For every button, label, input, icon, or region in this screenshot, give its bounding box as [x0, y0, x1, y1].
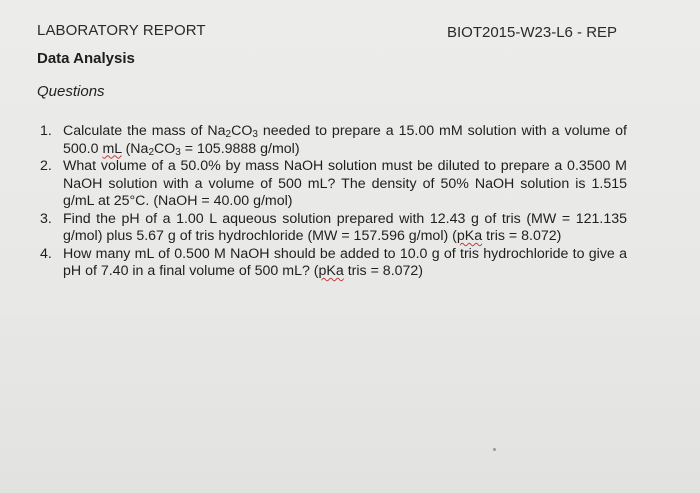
question-number: 3.: [40, 210, 52, 227]
spellcheck-mark: pKa: [456, 228, 483, 244]
subsection-title: Questions: [37, 83, 105, 100]
question-number: 4.: [40, 245, 52, 262]
question-text: How many mL of 0.500 M NaOH should be added to 10.0 g of tris hydrochloride to give a pH of 7.40 in a final volume of 500 mL? (pKa tris = 8.072): [63, 245, 627, 279]
course-code-header: BIOT2015-W23-L6 - REP: [447, 24, 618, 41]
question-text: Calculate the mass of $Na_2CO_3$ needed to prepare a 15.00 mM solution with a volume of 500.0 mL ($Na_2CO_3 = 105.9888$ g/mol): [63, 123, 627, 158]
questions-list: [37, 123, 627, 281]
question-item-4: [37, 246, 627, 281]
report-header-title: LABORATORY REPORT: [37, 22, 206, 39]
question-item-2: [37, 158, 627, 211]
question-item-3: [37, 211, 627, 246]
question-item-1: [37, 123, 627, 158]
spellcheck-mark: pKa: [318, 263, 344, 279]
section-title: Data Analysis: [37, 50, 135, 67]
question-number: 1.: [40, 123, 52, 139]
question-text: Find the pH of a 1.00 L aqueous solution prepared with 12.43 g of tris (MW = 121.135 g/mol) plus 5.67 g of tris hydrochloride (MW = 157.596 g/mol) (pKa tris = 8.072): [63, 210, 627, 244]
question-text: What volume of a 50.0% by mass NaOH solution must be diluted to prepare a 0.3500 M NaOH solution with a volume of 500 mL? The density of 50% NaOH solution is 1.515 g/mL at 25°C. (NaOH = 40.00 g/mol): [63, 158, 627, 209]
page-speck: [493, 448, 496, 451]
question-number: 2.: [40, 158, 52, 174]
spellcheck-mark: mL: [102, 140, 122, 157]
